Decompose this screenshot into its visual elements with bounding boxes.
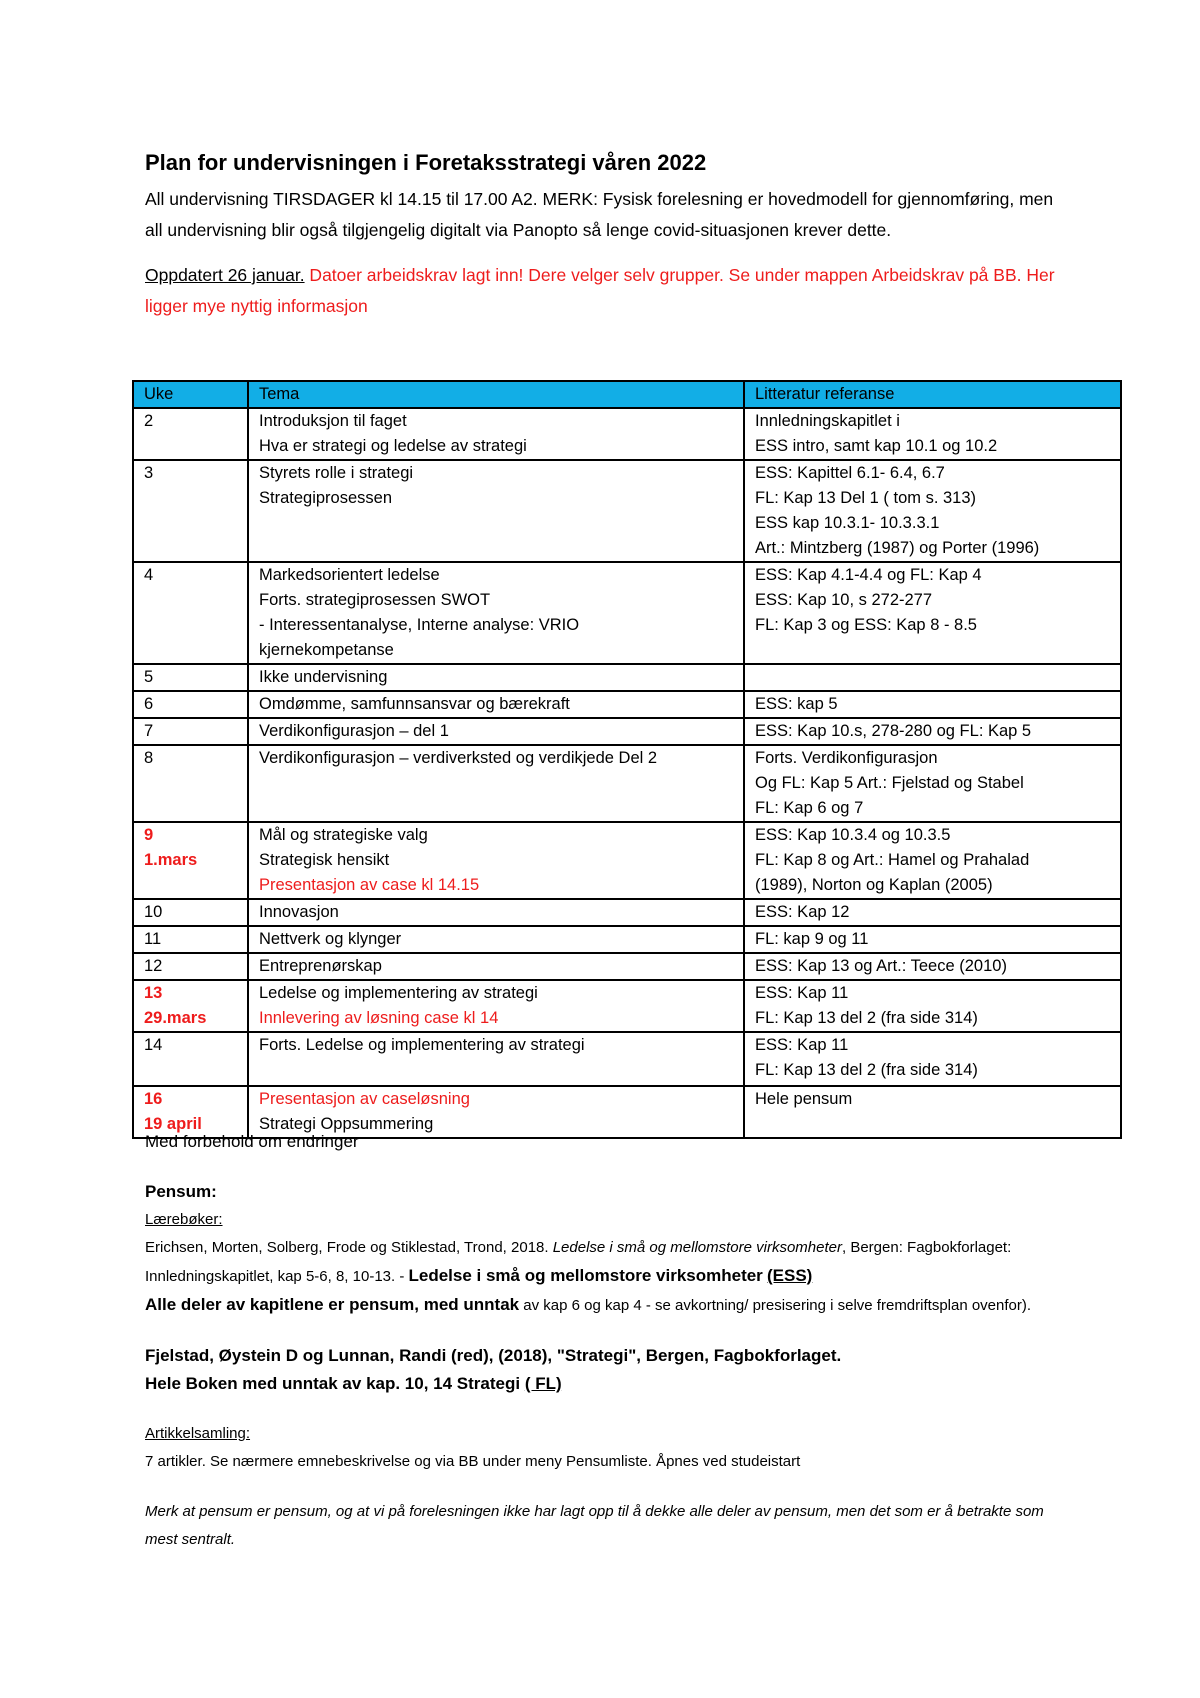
cell-litteratur [744,745,1121,822]
cell-tema [248,926,744,953]
cell-uke [133,953,248,980]
cell-uke-line: 5 [144,668,154,686]
cell-tema [248,691,744,718]
cell-litteratur-line: Art.: Mintzberg (1987) og Porter (1996) [755,539,1040,557]
update-date: Oppdatert 26 januar. [145,265,305,285]
cell-litteratur-line: FL: kap 9 og 11 [755,930,869,948]
cell-tema-line: Introduksjon til faget [259,412,407,430]
cell-tema-line: Forts. Ledelse og implementering av strategi [259,1036,585,1054]
cell-tema [248,1032,744,1086]
table-row [133,691,1121,718]
cell-uke-line: 13 [144,984,163,1002]
cell-uke [133,1032,248,1086]
articles-heading: Artikkelsamling: [145,1425,251,1442]
cell-tema-line: Styrets rolle i strategi [259,464,414,482]
table-row [133,953,1121,980]
cell-litteratur-line: Og FL: Kap 5 Art.: Fjelstad og Stabel [755,774,1024,792]
book2-scope [145,1370,1075,1398]
cell-litteratur-line: ESS: Kap 11 [755,1036,849,1054]
cell-litteratur-line: ESS: Kap 10.3.4 og 10.3.5 [755,826,951,844]
reservation-note: Med forbehold om endringer [145,1132,359,1151]
cell-uke-line: 6 [144,695,154,713]
cell-tema-line: Verdikonfigurasjon – verdiverksted og verdikjede Del 2 [259,749,658,767]
table-row [133,899,1121,926]
cell-uke-line: 12 [144,957,163,975]
cell-uke [133,691,248,718]
table-row [133,1032,1121,1086]
cell-uke [133,460,248,562]
closing-note-text: Merk at pensum er pensum, og at vi på forelesningen ikke har lagt opp til å dekke alle deler av pensum, men det som er å betrakte som mest sentralt. [145,1503,1044,1548]
book1-title: Ledelse i små og mellomstore virksomheter [552,1239,842,1256]
textbooks-heading: Lærebøker: [145,1211,223,1228]
book2-reference: Fjelstad, Øystein D og Lunnan, Randi (red), (2018), "Strategi", Bergen, Fagbokforlaget. [145,1346,842,1365]
cell-uke-line: 2 [144,412,154,430]
cell-litteratur-line: (1989), Norton og Kaplan (2005) [755,876,993,894]
cell-tema-line: Forts. strategiprosessen SWOT [259,591,491,609]
table-row [133,745,1121,822]
cell-litteratur-line: ESS: Kap 10, s 272-277 [755,591,933,609]
cell-litteratur-line: ESS intro, samt kap 10.1 og 10.2 [755,437,998,455]
cell-litteratur [744,926,1121,953]
cell-uke-line: 29.mars [144,1009,207,1027]
cell-litteratur [744,562,1121,664]
cell-litteratur-line: ESS: Kap 12 [755,903,850,921]
cell-uke-line: 10 [144,903,163,921]
cell-litteratur [744,1032,1121,1086]
cell-uke [133,980,248,1032]
cell-litteratur [744,822,1121,899]
cell-litteratur-line: ESS: Kap 13 og Art.: Teece (2010) [755,957,1007,975]
cell-litteratur-line: FL: Kap 3 og ESS: Kap 8 - 8.5 [755,616,977,634]
cell-tema-line: Mål og strategiske valg [259,826,428,844]
book2-scope-text: Hele Boken med unntak av kap. 10, 14 Strategi [145,1374,525,1393]
cell-tema-line: Strategi Oppsummering [259,1115,434,1133]
cell-litteratur-line: FL: Kap 8 og Art.: Hamel og Prahalad [755,851,1030,869]
closing-note [145,1498,1075,1554]
book2-abbreviation: ( FL) [524,1374,562,1393]
articles-text: 7 artikler. Se nærmere emnebeskrivelse og via BB under meny Pensumliste. Åpnes ved studeistart [145,1453,801,1470]
cell-uke [133,745,248,822]
cell-litteratur-line: ESS: Kap 4.1-4.4 og FL: Kap 4 [755,566,982,584]
book1-authors: Erichsen, Morten, Solberg, Frode og Stiklestad, Trond, 2018. [145,1239,553,1256]
cell-litteratur [744,408,1121,460]
cell-tema-line: Hva er strategi og ledelse av strategi [259,437,527,455]
cell-tema [248,822,744,899]
cell-litteratur [744,980,1121,1032]
cell-tema-line: Ledelse og implementering av strategi [259,984,538,1002]
header-tema: Tema [248,381,744,408]
cell-tema [248,899,744,926]
header-litteratur: Litteratur referanse [744,381,1121,408]
cell-litteratur-line: Forts. Verdikonfigurasjon [755,749,938,767]
cell-litteratur [744,899,1121,926]
cell-tema-line: Presentasjon av case kl 14.15 [259,876,480,894]
cell-uke-line: 16 [144,1090,163,1108]
pensum-heading: Pensum: [145,1182,217,1201]
cell-litteratur-line: FL: Kap 13 del 2 (fra side 314) [755,1061,978,1079]
table-row [133,460,1121,562]
cell-uke [133,664,248,691]
pensum-section [145,1128,1075,1554]
book1-note: av kap 6 og kap 4 - se avkortning/ presisering i selve fremdriftsplan ovenfor). [519,1297,1032,1314]
book1-note-bold: Alle deler av kapitlene er pensum, med unntak [145,1295,520,1314]
cell-litteratur [744,953,1121,980]
table-row [133,562,1121,664]
cell-tema-line: Markedsorientert ledelse [259,566,440,584]
cell-tema-line: Strategiprosessen [259,489,392,507]
book1-reference [145,1234,1075,1320]
cell-uke-line: 4 [144,566,154,584]
cell-uke-line: 8 [144,749,154,767]
cell-tema [248,953,744,980]
cell-tema-line: Nettverk og klynger [259,930,402,948]
cell-uke [133,562,248,664]
document-header [145,148,1075,322]
cell-tema-line: kjernekompetanse [259,641,394,659]
cell-litteratur [744,460,1121,562]
cell-uke-line: 14 [144,1036,163,1054]
cell-tema-line: Innovasjon [259,903,339,921]
cell-litteratur [744,691,1121,718]
cell-tema-line: Strategisk hensikt [259,851,390,869]
cell-litteratur-line: ESS: Kap 10.s, 278-280 og FL: Kap 5 [755,722,1032,740]
table-row [133,980,1121,1032]
book1-abbreviation: (ESS) [766,1266,813,1285]
schedule-body [133,408,1121,1138]
cell-litteratur-line [755,665,1110,690]
page-title: Plan for undervisningen i Foretaksstrategi våren 2022 [145,150,707,175]
cell-litteratur [744,718,1121,745]
cell-uke [133,408,248,460]
cell-litteratur-line: ESS: Kap 11 [755,984,849,1002]
header-uke: Uke [133,381,248,408]
cell-tema-line: Innlevering av løsning case kl 14 [259,1009,499,1027]
cell-uke [133,718,248,745]
cell-litteratur-line: FL: Kap 6 og 7 [755,799,864,817]
cell-tema-line: Ikke undervisning [259,668,388,686]
cell-tema [248,664,744,691]
cell-tema [248,408,744,460]
cell-tema-line: Omdømme, samfunnsansvar og bærekraft [259,695,570,713]
cell-tema [248,562,744,664]
cell-litteratur-line: ESS kap 10.3.1- 10.3.3.1 [755,514,940,532]
cell-uke [133,822,248,899]
cell-uke-line: 7 [144,722,154,740]
book1-bold-title: Ledelse i små og mellomstore virksomheter [408,1266,763,1285]
table-row [133,664,1121,691]
table-header-row [133,381,1121,408]
cell-litteratur-line: Innledningskapitlet i [755,412,900,430]
cell-uke-line: 1.mars [144,851,198,869]
cell-litteratur-line: FL: Kap 13 del 2 (fra side 314) [755,1009,978,1027]
update-note: Datoer arbeidskrav lagt inn! Dere velger selv grupper. Se under mappen Arbeidskrav på BB. Her ligger mye nyttig informasjon [145,265,1055,316]
table-row [133,718,1121,745]
intro-paragraph: All undervisning TIRSDAGER kl 14.15 til 17.00 A2. MERK: Fysisk forelesning er hovedmodell for gjennomføring, men all undervisning blir også tilgjengelig digitalt via Panopto så lenge covid-situasjonen krever dette. [145,189,1054,240]
cell-tema-line: Verdikonfigurasjon – del 1 [259,722,449,740]
cell-tema-line: Presentasjon av caseløsning [259,1090,470,1108]
cell-tema [248,460,744,562]
table-row [133,408,1121,460]
cell-uke-line: 19 april [144,1115,202,1133]
cell-uke-line: 11 [144,930,162,948]
table-row [133,926,1121,953]
cell-uke [133,926,248,953]
cell-tema-line: - Interessentanalyse, Interne analyse: VRIO [259,616,580,634]
cell-litteratur-line: Hele pensum [755,1090,853,1108]
table-row [133,822,1121,899]
cell-uke-line: 3 [144,464,154,482]
schedule-table [132,380,1122,1139]
update-notice [145,260,1075,322]
cell-tema [248,718,744,745]
cell-tema [248,980,744,1032]
cell-litteratur-line: ESS: Kapittel 6.1- 6.4, 6.7 [755,464,945,482]
cell-uke [133,899,248,926]
cell-tema-line: Entreprenørskap [259,957,382,975]
cell-litteratur-line: FL: Kap 13 Del 1 ( tom s. 313) [755,489,977,507]
book1-details: , Bergen: Fagbokforlaget: Innledningskapitlet, kap 5-6, 8, 10-13. - [145,1239,1012,1285]
cell-litteratur-line: ESS: kap 5 [755,695,838,713]
cell-uke-line: 9 [144,826,154,844]
cell-litteratur [744,664,1121,691]
cell-tema [248,745,744,822]
